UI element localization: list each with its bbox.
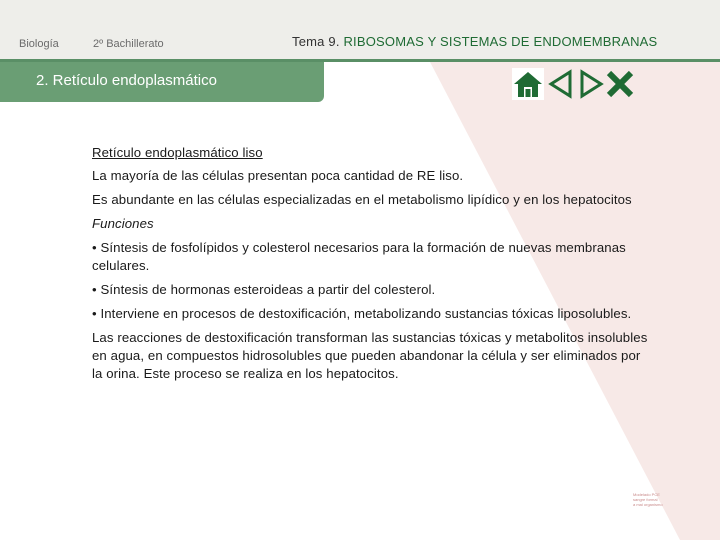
topic-prefix: Tema 9. <box>292 34 340 49</box>
next-button[interactable] <box>578 68 604 100</box>
previous-icon <box>548 68 574 100</box>
paragraph-2: Es abundante en las células especializadas en el metabolismo lipídico y en los hepatocitos <box>92 192 632 207</box>
section-title: 2. Retículo endoplasmático <box>36 72 217 89</box>
course-label: 2º Bachillerato <box>93 38 164 50</box>
home-button[interactable] <box>512 68 544 100</box>
content-body <box>92 144 652 389</box>
footer-logo <box>633 492 699 512</box>
bullet-2: • Síntesis de hormonas esteroideas a partir del colesterol. <box>92 282 436 297</box>
topic-name: RIBOSOMAS Y SISTEMAS DE ENDOMEMBRANAS <box>343 34 658 49</box>
subject-label: Biología <box>19 38 59 50</box>
logo-line-2: sangre formal <box>633 497 658 502</box>
functions-label: Funciones <box>92 216 154 231</box>
paragraph-3: Las reacciones de destoxificación transforman las sustancias tóxicas y metabolitos insolubles en agua, en compuestos hidrosolubles que pueden abandonar la célula y ser eliminados por la orina. Este proceso se realiza en los hepatocitos. <box>92 330 648 381</box>
bullet-1: • Síntesis de fosfolípidos y colesterol necesarios para la formación de nuevas membranas celulares. <box>92 240 626 273</box>
logo-line-3: a mal organismo <box>633 502 663 507</box>
close-icon <box>604 68 636 100</box>
close-button[interactable] <box>604 68 636 100</box>
home-icon <box>512 68 544 100</box>
bullet-3: • Interviene en procesos de destoxificación, metabolizando sustancias tóxicas liposolubles. <box>92 306 632 321</box>
topic-title <box>292 34 657 49</box>
previous-button[interactable] <box>548 68 574 100</box>
header-bar <box>0 0 720 60</box>
logo-line-1: Modelado PCE <box>633 492 660 497</box>
content-heading: Retículo endoplasmático liso <box>92 145 263 160</box>
paragraph-1: La mayoría de las células presentan poca cantidad de RE liso. <box>92 168 464 183</box>
next-icon <box>578 68 604 100</box>
